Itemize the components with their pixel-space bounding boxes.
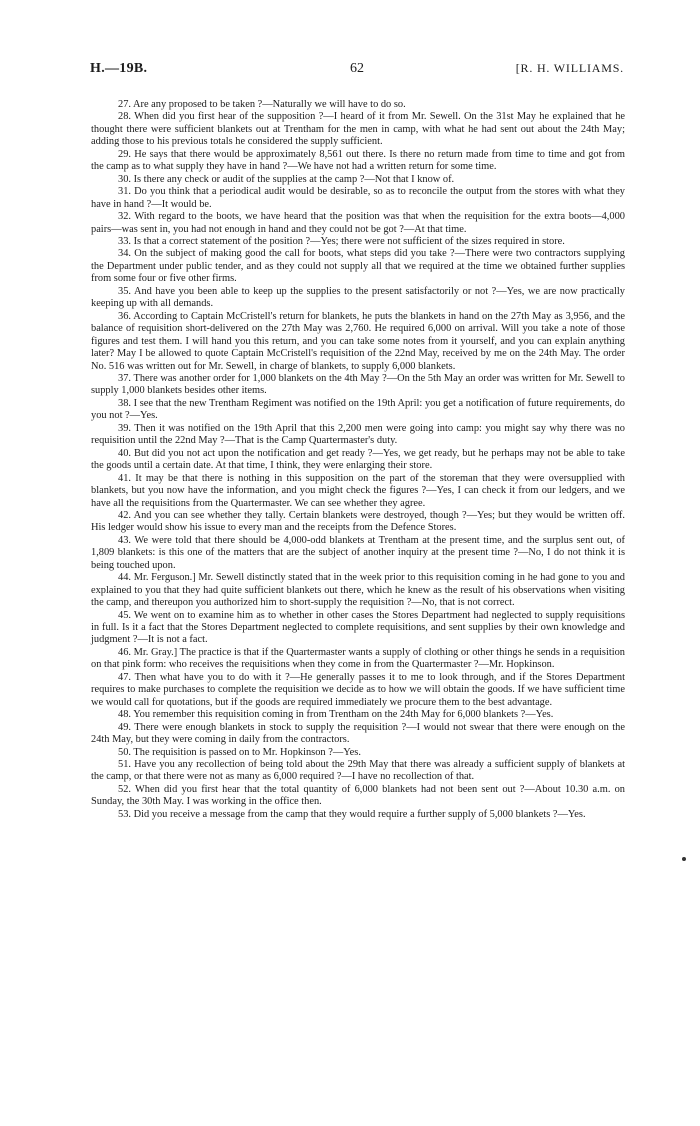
paragraph-47: 47. Then what have you to do with it ?—He generally passes it to me to look through, and if the Stores Department requires to make purchases to complete the requisition we decide as to how we will obtain the goods. If we have sufficient time we would call for quotations, but if the goods are required immediately we procure them to the best advantage. (91, 671, 625, 708)
paragraph-29: 29. He says that there would be approximately 8,561 out there. Is there no return made from time to time and got from the camp as to what supply they have in hand ?—We have not had a written return for some time. (91, 148, 625, 173)
paragraph-52: 52. When did you first hear that the total quantity of 6,000 blankets had not been sent out ?—About 10.30 a.m. on Sunday, the 30th May. I was working in the office then. (91, 783, 625, 808)
margin-ink-mark (682, 857, 686, 861)
paragraph-49: 49. There were enough blankets in stock to supply the requisition ?—I would not swear that there were enough on the 24th May, but they were coming in daily from the contractors. (91, 721, 625, 746)
paragraph-53: 53. Did you receive a message from the camp that they would require a further supply of 5,000 blankets ?—Yes. (118, 808, 586, 820)
paragraph-43: 43. We were told that there should be 4,000-odd blankets at Trentham at the present time, and the surplus sent out, of 1,809 blankets: is this one of the matters that are the subject of another inquiry at the present time ?—No, I do not think it is being touched upon. (91, 534, 625, 571)
paragraph-36: 36. According to Captain McCristell's return for blankets, he puts the blankets in hand on the 27th May as 3,956, and the balance of requisition short-delivered on the 27th May was 2,760. He required 6,000 on arrival. Will you take a note of those figures and test them. I will hand you this return, and you can take some notes from it yourself, and you can explain anything later? May I be allowed to quote Captain McCristell's requisition of the 22nd May, received by me on the 24th May. The order No. 516 was written out for Mr. Sewell, in charge of blankets, to supply 6,000 blankets. (91, 310, 625, 372)
document-reference: H.—19B. (90, 61, 148, 76)
page-header (90, 61, 624, 81)
paragraph-30: 30. Is there any check or audit of the supplies at the camp ?—Not that I know of. (118, 173, 455, 185)
paragraph-38: 38. I see that the new Trentham Regiment was notified on the 19th April: you get a notification of future requirements, do you not ?—Yes. (91, 397, 625, 422)
paragraph-44: 44. Mr. Ferguson.] Mr. Sewell distinctly stated that in the week prior to this requisition coming in he had gone to you and explained to you that they had quite sufficient blankets out there, which he knew as the result of his observations when visiting the camp, and thereupon you authorized him to short-supply the requisition ?—No, that is not correct. (91, 572, 625, 609)
paragraph-50: 50. The requisition is passed on to Mr. Hopkinson ?—Yes. (118, 746, 361, 758)
page-body (91, 99, 625, 821)
paragraph-33: 33. Is that a correct statement of the position ?—Yes; there were not sufficient of the sizes required in store. (118, 235, 565, 247)
paragraph-48: 48. You remember this requisition coming in from Trentham on the 24th May for 6,000 blankets ?—Yes. (118, 709, 554, 721)
paragraph-42: 42. And you can see whether they tally. Certain blankets were destroyed, though ?—Yes; but they would be written off. His ledger would show his issue to every man and the receipts from the Defence Stores. (91, 509, 625, 534)
paragraph-46: 46. Mr. Gray.] The practice is that if the Quartermaster wants a supply of clothing or other things he sends in a requisition on that pink form: who receives the requisitions when they come in from the Quartermaster ?—Mr. Hopkinson. (91, 646, 625, 671)
paragraph-41: 41. It may be that there is nothing in this supposition on the part of the storeman that they were oversupplied with blankets, but you now have the information, and you might check the figures ?—Yes, I can check it from our ledgers, and we have all the requisitions from the Quartermaster. We can see whether they agree. (91, 472, 625, 509)
paragraph-27: 27. Are any proposed to be taken ?—Naturally we will have to do so. (118, 99, 406, 110)
witness-name: [R. H. WILLIAMS. (515, 61, 624, 75)
page-number: 62 (350, 61, 364, 76)
paragraph-34: 34. On the subject of making good the call for boots, what steps did you take ?—There were two contractors supplying the Department under public tender, and as they could not supply all that we required at the time we obtained further supplies from some four or five other firms. (91, 248, 625, 285)
paragraph-51: 51. Have you any recollection of being told about the 29th May that there was already a sufficient supply of blankets at the camp, or that there were not as many as 6,000 required ?—I have no recollection of that. (91, 759, 625, 783)
paragraph-45: 45. We went on to examine him as to whether in other cases the Stores Department had neglected to supply requisitions in full. Is it a fact that the Stores Department neglected to complete requisitions, and sent supplies by their own knowledge and judgment ?—It is not a fact. (91, 609, 625, 646)
paragraph-31: 31. Do you think that a periodical audit would be desirable, so as to reconcile the output from the stores with what they have in hand ?—It would be. (91, 186, 625, 210)
paragraph-37: 37. There was another order for 1,000 blankets on the 4th May ?—On the 5th May an order was written for Mr. Sewell to supply 1,000 blankets besides other items. (91, 372, 625, 397)
paragraph-39: 39. Then it was notified on the 19th April that this 2,200 men were going into camp: you might say why there was no requisition until the 22nd May ?—That is the Camp Quartermaster's duty. (91, 422, 625, 447)
paragraph-35: 35. And have you been able to keep up the supplies to the present satisfactorily or not ?—Yes, we are now practically keeping up with all demands. (91, 285, 625, 310)
paragraph-28: 28. When did you first hear of the supposition ?—I heard of it from Mr. Sewell. On the 31st May he explained that he thought there were sufficient blankets out at Trentham for the men in camp, with what he had sent out about the 24th May; adding those to his previous totals he considered the supply sufficient. (91, 111, 625, 148)
paragraph-40: 40. But did you not act upon the notification and get ready ?—Yes, we get ready, but he perhaps may not be able to take the goods until a certain date. At that time, I think, they were enlarging their store. (91, 447, 625, 472)
paragraph-32: 32. With regard to the boots, we have heard that the position was that when the requisition for the extra boots—4,000 pairs—was sent in, you had not enough in hand and they could not be got ?—At that time. (91, 211, 625, 235)
